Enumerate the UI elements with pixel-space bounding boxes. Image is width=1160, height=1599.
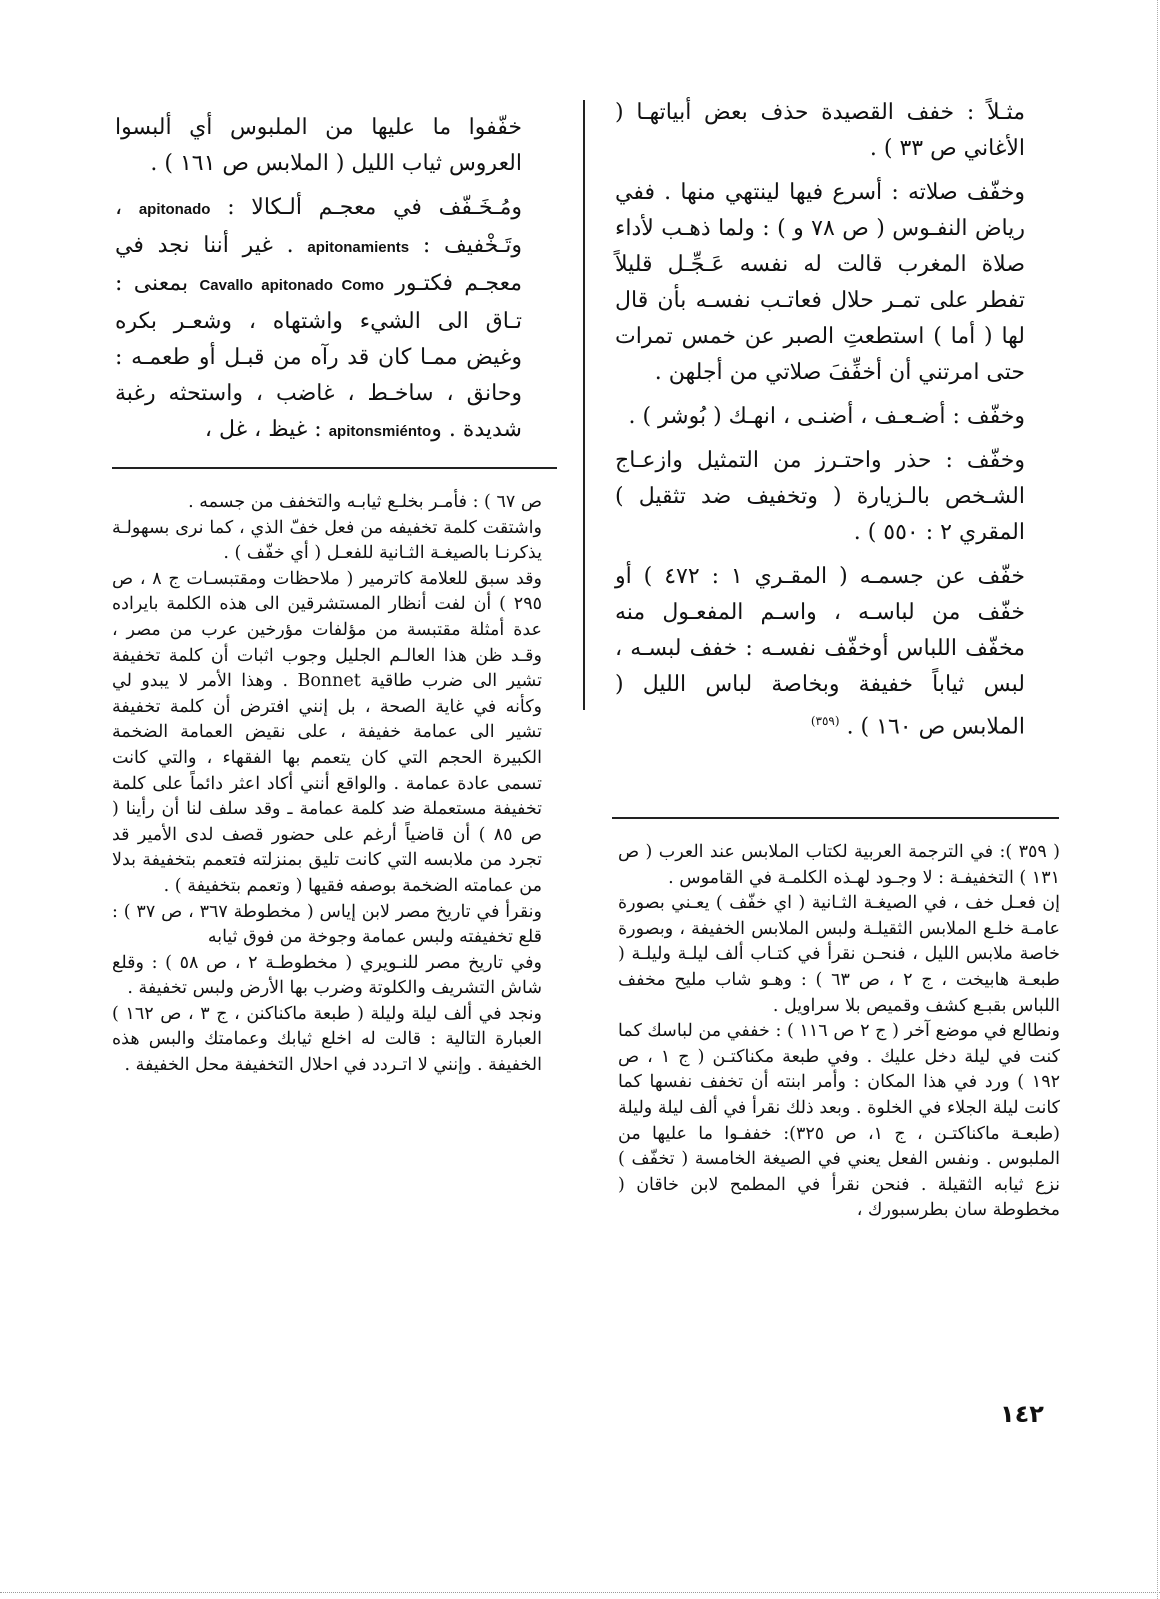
latin-term: apitonsmiénto bbox=[328, 423, 432, 440]
paragraph-text: خفّف عن جسمـه ( المقـري ١ : ٤٧٢ ) أو خفّف من لباسـه ، واسـم المفعـول منه مخفّف اللباس أوخفّف نفسـه : خفف لبسـه ، لبس ثياباً خفيفة وبخاصة لباس الليل ( الملابس ص ١٦٠ ) . bbox=[615, 564, 1026, 740]
footnote-separator-left bbox=[112, 467, 557, 469]
footnote-paragraph: ونطالع في موضع آخر ( ج ٢ ص ١١٦ ) : خففي من لباسك كما كنت في ليلة دخل عليك . وفي طبعة مكناكتـن ( ج ١ ، ص ١٩٢ ) ورد في هذا المكان : وأمر ابنته أن تخفف نفسها كما كانت ليلة الجلاء في الخلوة . وبعد ذلك نقرأ في ألف ليلة وليلة (طبعـة ماكناكتـن ، ج ١، ص ٣٢٥): خففـوا ما عليها من الملبوس . ونفس الفعل يعني في الصيغة الخامسة ( تخفّف ) نزع ثيابه الثقيلة . فنحن نقرأ في المطمح لابن خاقان ( مخطوطة سان بطرسبورك ، bbox=[618, 1021, 1061, 1221]
text-segment: : غيظ ، غل ، bbox=[204, 417, 322, 442]
page-number: ١٤٢ bbox=[1000, 1400, 1044, 1428]
paragraph: مثـلاً : خفف القصيدة حذف بعض أبياتهـا ( الأغاني ص ٣٣ ) . bbox=[615, 100, 1025, 161]
paragraph-lexicon bbox=[115, 190, 522, 450]
paragraph-with-footnote bbox=[615, 559, 1025, 745]
footnote-paragraph: ص ٦٧ ) : فأمـر بخلـع ثيابـه والتخفف من جسمه . bbox=[188, 492, 542, 512]
column-divider bbox=[583, 100, 585, 710]
right-footnote-block bbox=[618, 840, 1060, 1224]
latin-term: Cavallo apitonado Como bbox=[199, 277, 384, 294]
paragraph: وخفّف : حذر واحتـرز من التمثيل وازعـاج الشـخص بالـزيارة ( وتخفيف ضد تثقيل ) المقري ٢ : ٥٥٠ ) . bbox=[615, 448, 1025, 545]
footnote-paragraph: واشتقت كلمة تخفيفه من فعل خفّ الذي ، كما نرى بسهولـة يذكرنـا بالصيغـة الثـانية للفعـل ( أي خفّف ) . bbox=[112, 517, 542, 564]
text-segment: ومُـخَـفّف في معجـم ألـكالا : bbox=[227, 195, 522, 220]
right-column-main-text bbox=[615, 95, 1025, 745]
paragraph: وخفّف صلاته : أسرع فيها لينتهي منها . ففي رياض النفـوس ( ص ٧٨ و ) : ولما ذهـب لأداء صلاة المغرب قالت له نفسه عَـجِّـل قليلاً تفطر على تمـر حلال فعاتـب نفسـه بأن قال لها ( أما ) استطعتِ الصبر عن خمس تمرات حتى امرتني أن أخفِّفَ صلاتي من أجلهن . bbox=[615, 180, 1025, 385]
text-segment: ، وتَـخْفيف : bbox=[115, 195, 522, 258]
latin-term: apitonado bbox=[138, 201, 211, 218]
footnote-paragraph: ونجد في ألف ليلة وليلة ( طبعة ماكناكنن ، ج ٣ ، ص ١٦٢ ) العبارة التالية : قالت له اخلع ثيابك وعمامتك والبس هذه الخفيفة . وإنني لا اتـردد في احلال التخفيفة محل الخفيفة . bbox=[112, 1003, 542, 1076]
footnote-paragraph: وقد سبق للعلامة كاترمير ( ملاحظات ومقتبسـات ج ٨ ، ص ٢٩٥ ) أن لفت أنظار المستشرقين الى هذه الكلمة بايراده عدة أمثلة مقتبسة من مؤلفات مؤرخين عرب من مصر ، وقـد ظن هذا العالـم الجليل وجوب اثبات أن كلمة تخفيفة تشير الى ضرب طاقية Bonnet . وهذا الأمر لا يبدو لي وكأنه في غاية الصحة ، بل إنني افترض أن كلمة تخفيفة تشير الى عمامة خفيفة ، على نقيض العمامة الضخمة الكبيرة الحجم التي كان يتعمم بها الفقهاء ، والتي كانت تسمى عادة عمامة . والواقع أنني أكاد اعثر دائماً على كلمة تخفيفة مستعملة ضد كلمة عمامة ـ وقد سلف لنا أن رأينا ( ص ٨٥ ) أن قاضياً أرغم على حضور قصف لدى الأمير قد تجرد من ملابسه التي كانت تليق بمنزلته فتعمم بتخفيفة بدلا من عمامته الضخمة بوصفه فقيها ( وتعمم بتخفيفة ) . bbox=[112, 568, 542, 896]
paragraph: خفّفوا ما عليها من الملبوس أي ألبسوا العروس ثياب الليل ( الملابس ص ١٦١ ) . bbox=[115, 115, 522, 176]
left-footnote-block bbox=[112, 490, 542, 1079]
footnote-reference: (٣٥٩) bbox=[810, 714, 840, 728]
paragraph: وخفّف : أضـعـف ، أضنـى ، انهـك ( بُوشر ) . bbox=[628, 404, 1025, 429]
scan-edge-bottom bbox=[0, 1592, 1160, 1594]
left-column-main-text bbox=[115, 110, 522, 450]
footnote-separator-right bbox=[612, 817, 1059, 819]
footnote-paragraph: وفي تاريخ مصر للنـويري ( مخطوطـة ٢ ، ص ٥٨ ) : وقلع شاش التشريف والكلوتة وضرب بها الأرض ولبس تخفيفة . bbox=[112, 952, 542, 999]
scan-edge-right bbox=[1157, 0, 1159, 1599]
text-segment: بمعنى : تـاق الى الشيء واشتهاه ، وشعـر بكره وغيض ممـا كان قد رآه من قبـل أو طعمـه : وحانق ، ساخـط ، غاضب ، واستحثه رغبة شديدة . و bbox=[115, 271, 522, 442]
latin-term: apitonamients bbox=[307, 239, 410, 256]
footnote-paragraph: إن فعـل خف ، في الصيغـة الثـانية ( اي خفّف ) يعـني بصورة عامـة خلـع الملابس الثقيلـة ولبس الملابس الخفيفة ، وبصورة خاصة ملابس الليل ، فنحـن نقرأ في كتـاب ألف ليلـة وليلـة ( طبعـة هابيخت ، ج ٢ ، ص ٦٣ ) : وهـو شاب مليح مخفف اللباس بقبـع كشف وقميص بلا سراويل . bbox=[618, 893, 1060, 1016]
footnote-paragraph: ونقرأ في تاريخ مصر لابن إياس ( مخطوطة ٣٦٧ ، ص ٣٧ ) : قلع تخفيفته ولبس عمامة وجوخة من فوق ثيابه bbox=[112, 901, 542, 948]
text-segment: . غير أننا نجد في معجـم فكتـور bbox=[115, 233, 522, 296]
footnote-paragraph: ( ٣٥٩ ): في الترجمة العربية لكتاب الملابس عند العرب ( ص ١٣١ ) التخفيفـة : لا وجـود لهـذه الكلمـة في القاموس . bbox=[618, 842, 1061, 888]
